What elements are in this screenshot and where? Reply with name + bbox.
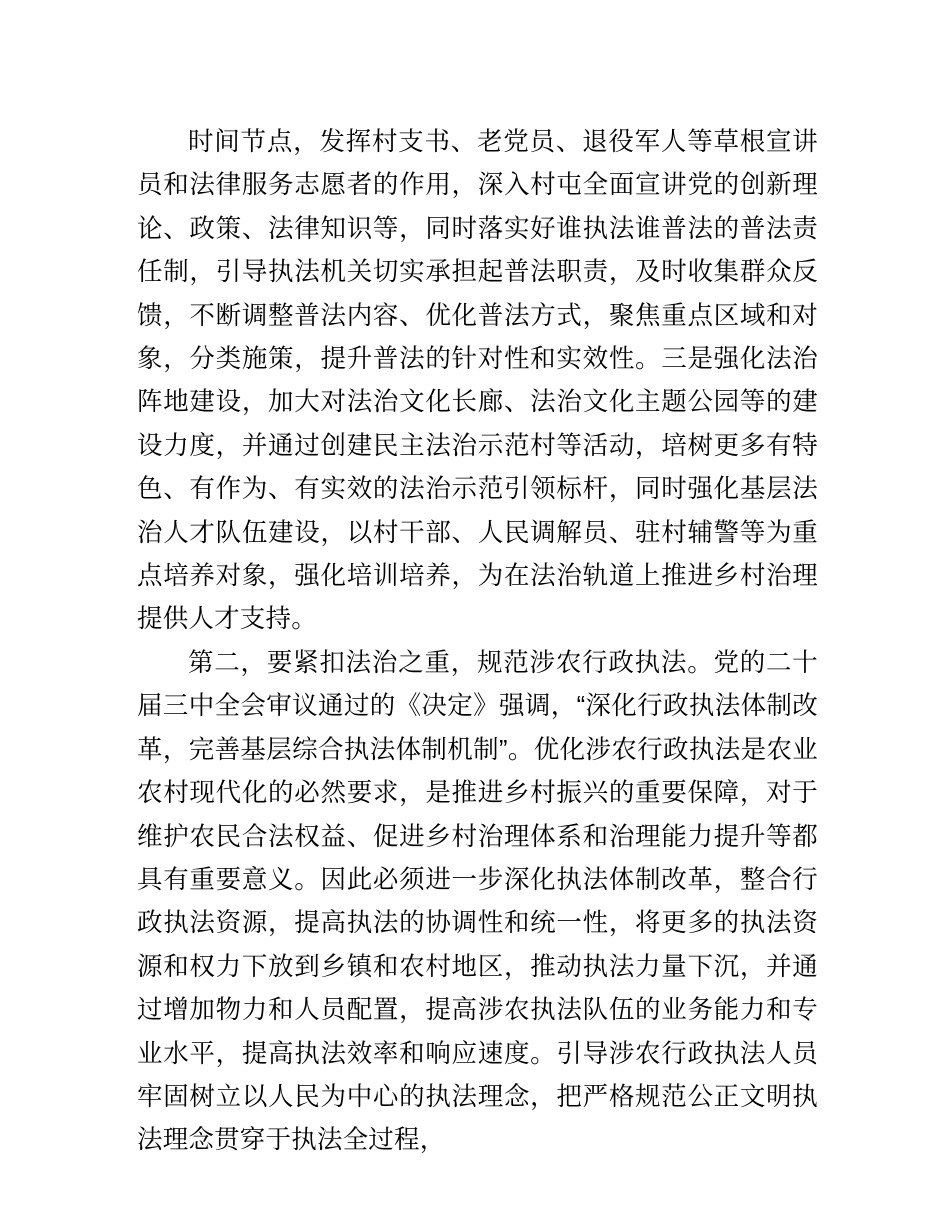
paragraph-pufa-education: 时间节点，发挥村支书、老党员、退役军人等草根宣讲员和法律服务志愿者的作用，深入村屯全面宣讲党的创新理论、政策、法律知识等，同时落实好谁执法谁普法的普法责任制，引导执法机关切实承担起普法职责，及时收集群众反馈，不断调整普法内容、优化普法方式，聚焦重点区域和对象，分类施策，提升普法的针对性和实效性。三是强化法治阵地建设，加大对法治文化长廊、法治文化主题公园等的建设力度，并通过创建民主法治示范村等活动，培树更多有特色、有作为、有实效的法治示范引领标杆，同时强化基层法治人才队伍建设，以村干部、人民调解员、驻村辅警等为重点培养对象，强化培训培养，为在法治轨道上推进乡村治理提供人才支持。 [137,128,818,634]
paragraph-second-point-administrative-law-enforcement: 第二，要紧扣法治之重，规范涉农行政执法。党的二十届三中全会审议通过的《决定》强调，“深化行政执法体制改革，完善基层综合执法体制机制”。优化涉农行政执法是农业农村现代化的必然要求，是推进乡村振兴的重要保障，对于维护农民合法权益、促进乡村治理体系和治理能力提升等都具有重要意义。因此必须进一步深化执法体制改革，整合行政执法资源，提高执法的协调性和统一性，将更多的执法资源和权力下放到乡镇和农村地区，推动执法力量下沉，并通过增加物力和人员配置，提高涉农执法队伍的业务能力和专业水平，提高执法效率和响应速度。引导涉农行政执法人员牢固树立以人民为中心的执法理念，把严格规范公正文明执法理念贯穿于执法全过程， [137,648,818,1155]
document-body [137,121,818,1163]
